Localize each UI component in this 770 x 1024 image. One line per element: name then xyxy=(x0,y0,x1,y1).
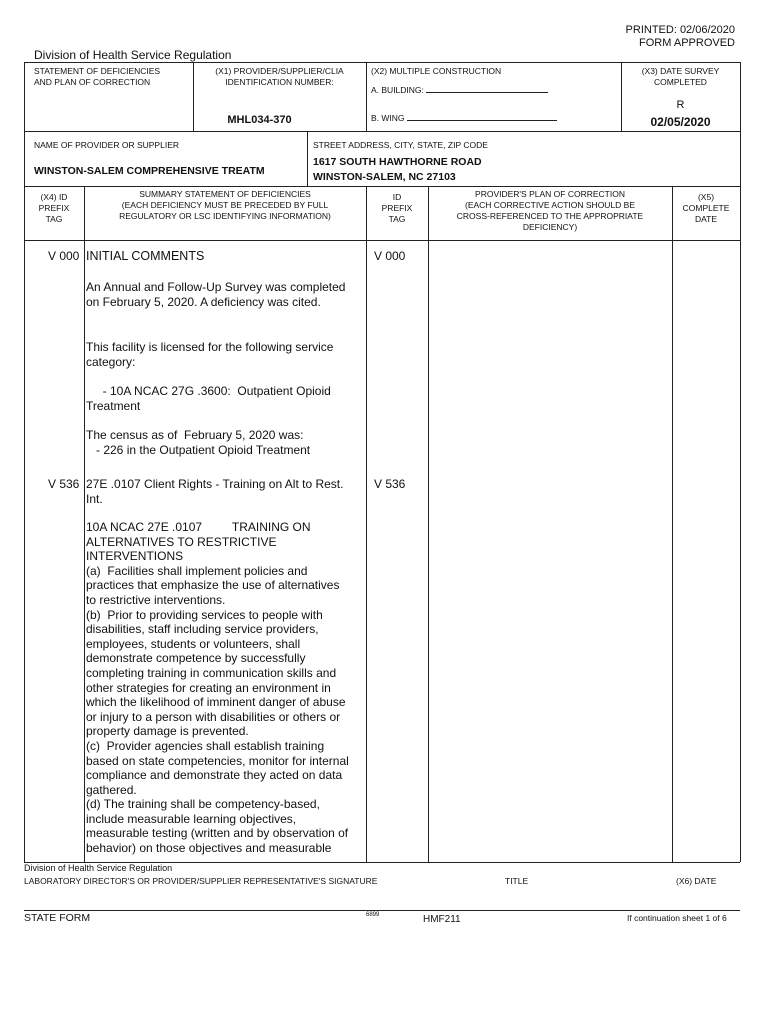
tag-v536-right: V 536 xyxy=(374,477,406,491)
x3-label: (X3) DATE SURVEY COMPLETED xyxy=(641,66,720,87)
form-id: HMF211 xyxy=(423,914,461,925)
table-top-border xyxy=(24,62,740,63)
form-approved: FORM APPROVED xyxy=(639,37,735,49)
table-border xyxy=(740,62,741,862)
x3-date: 02/05/2020 xyxy=(650,115,711,129)
paragraph-survey: An Annual and Follow-Up Survey was completed on February 5, 2020. A deficiency was cited. xyxy=(86,280,346,309)
table-border xyxy=(307,131,308,186)
initial-comments-heading: INITIAL COMMENTS xyxy=(86,249,205,263)
tag-v000-right: V 000 xyxy=(374,249,406,263)
regulation-text: 10A NCAC 27E .0107 TRAINING ON ALTERNATIVES TO RESTRICTIVE INTERVENTIONS (a) Facilities shall implement policies and practices that emphasize the use of alternatives to restrictive interventions. (b) Prior to providing services to people with disabilities, staff including service providers, employees, students or volunteers, shall demonstrate competence by successfully completing training in communication skills and other strategies for creating an environment in which the likelihood of imminent danger of abuse or injury to a person with disabilities or others or property damage is prevented. (c) Provider agencies shall establish training based on state competencies, monitor for internal compliance and demonstrate they acted on data gathered. (d) The training shall be competency-based, include measurable learning objectives, measurable testing (written and by observation of behavior) on those objectives and measurable xyxy=(86,520,349,856)
col-plan-header: PROVIDER'S PLAN OF CORRECTION (EACH CORRECTIVE ACTION SHOULD BE CROSS-REFERENCED TO THE APPROPRIATE DEFICIENCY) xyxy=(456,189,644,232)
provider-name: WINSTON-SALEM COMPREHENSIVE TREATM xyxy=(34,165,265,177)
col-summary-header: SUMMARY STATEMENT OF DEFICIENCIES (EACH DEFICIENCY MUST BE PRECEDED BY FULL REGULATORY OR LSC IDENTIFYING INFORMATION) xyxy=(119,189,331,221)
continuation-sheet: If continuation sheet 1 of 6 xyxy=(627,913,727,923)
signature-label: LABORATORY DIRECTOR'S OR PROVIDER/SUPPLIER REPRESENTATIVE'S SIGNATURE xyxy=(24,876,378,886)
table-border xyxy=(672,186,673,862)
building-label: A. BUILDING: xyxy=(371,85,424,95)
wing-label: B. WING xyxy=(371,113,405,123)
col-id-header: ID PREFIX TAG xyxy=(381,192,413,224)
deficiency-title: 27E .0107 Client Rights - Training on Alt to Rest. Int. xyxy=(86,477,344,506)
state-form: STATE FORM xyxy=(24,912,91,924)
col-x4-header: (X4) ID PREFIX TAG xyxy=(38,192,70,224)
paragraph-census: The census as of February 5, 2020 was: - 226 in the Outpatient Opioid Treatment xyxy=(86,428,311,457)
table-border xyxy=(428,186,429,862)
wing-row xyxy=(371,112,557,123)
x1-value: MHL034-370 xyxy=(227,114,292,126)
tag-v536: V 536 xyxy=(48,477,80,491)
x3-r: R xyxy=(676,99,685,111)
table-border xyxy=(366,62,367,131)
building-blank xyxy=(426,84,548,93)
paragraph-license: This facility is licensed for the following service category: xyxy=(86,340,334,369)
address-line1: 1617 SOUTH HAWTHORNE ROAD xyxy=(313,156,482,168)
table-border xyxy=(24,62,25,862)
table-border xyxy=(24,131,740,132)
x2-label: (X2) MULTIPLE CONSTRUCTION xyxy=(371,66,502,76)
date-label: (X6) DATE xyxy=(676,876,717,886)
address-line2: WINSTON-SALEM, NC 27103 xyxy=(313,171,456,183)
table-border xyxy=(24,186,740,187)
statement-label: STATEMENT OF DEFICIENCIES AND PLAN OF CORRECTION xyxy=(34,66,161,87)
col-x5-header: (X5) COMPLETE DATE xyxy=(682,192,730,224)
paragraph-category: - 10A NCAC 27G .3600: Outpatient Opioid Treatment xyxy=(86,384,331,413)
agency-title: Division of Health Service Regulation xyxy=(34,48,232,62)
wing-blank xyxy=(407,112,557,121)
footer-rule xyxy=(24,910,740,911)
x1-label: (X1) PROVIDER/SUPPLIER/CLIA IDENTIFICATION NUMBER: xyxy=(215,66,344,87)
tag-v000: V 000 xyxy=(48,249,80,263)
table-border xyxy=(84,186,85,862)
table-border xyxy=(24,240,740,241)
provider-name-label: NAME OF PROVIDER OR SUPPLIER xyxy=(34,140,179,150)
footer-agency: Division of Health Service Regulation xyxy=(24,863,173,873)
printed-date: PRINTED: 02/06/2020 xyxy=(625,24,735,36)
address-label: STREET ADDRESS, CITY, STATE, ZIP CODE xyxy=(313,140,488,150)
form-code: 6899 xyxy=(366,912,380,918)
title-label: TITLE xyxy=(505,876,529,886)
building-row xyxy=(371,84,548,95)
